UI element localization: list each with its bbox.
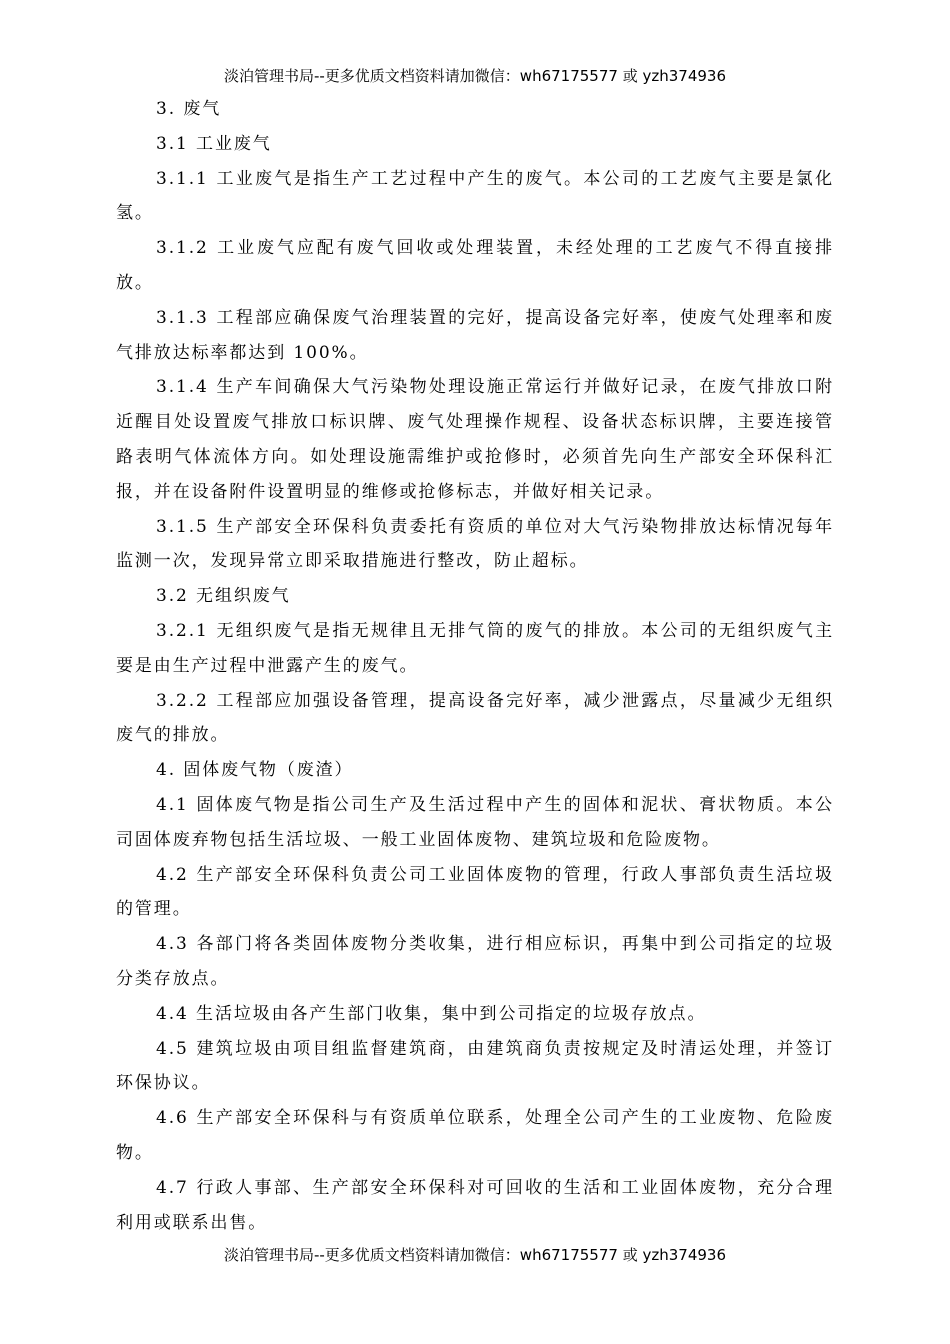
paragraph-3-1-4: 3.1.4 生产车间确保大气污染物处理设施正常运行并做好记录，在废气排放口附近醒目处设置废气排放口标识牌、废气处理操作规程、设备状态标识牌，主要连接管路表明气体流体方向。如处理设施需维护或抢修时，必须首先向生产部安全环保科汇报，并在设备附件设置明显的维修或抢修标志，并做好相关记录。 — [116, 377, 834, 502]
paragraph-4-4: 4.4 生活垃圾由各产生部门收集，集中到公司指定的垃圾存放点。 — [156, 1003, 707, 1024]
document-body — [116, 92, 834, 1240]
paragraph-3-2-1: 3.2.1 无组织废气是指无规律且无排气筒的废气的排放。本公司的无组织废气主要是由生产过程中泄露产生的废气。 — [116, 620, 834, 676]
page-header: 淡泊管理书局--更多优质文档资料请加微信：wh67175577 或 yzh374936 — [223, 67, 726, 85]
paragraph-3-1-2: 3.1.2 工业废气应配有废气回收或处理装置，未经处理的工艺废气不得直接排放。 — [116, 238, 834, 293]
paragraph-3-1-3: 3.1.3 工程部应确保废气治理装置的完好，提高设备完好率，使废气处理率和废气排放达标率都达到 100%。 — [116, 307, 834, 363]
paragraph-4-3: 4.3 各部门将各类固体废物分类收集，进行相应标识，再集中到公司指定的垃圾分类存放点。 — [116, 934, 834, 989]
section-heading-4: 4. 固体废气物（废渣） — [156, 760, 354, 781]
page-footer: 淡泊管理书局--更多优质文档资料请加微信：wh67175577 或 yzh374936 — [223, 1246, 726, 1264]
paragraph-3-2-2: 3.2.2 工程部应加强设备管理，提高设备完好率，减少泄露点，尽量减少无组织废气的排放。 — [116, 690, 834, 746]
paragraph-4-2: 4.2 生产部安全环保科负责公司工业固体废物的管理，行政人事部负责生活垃圾的管理。 — [116, 864, 834, 920]
paragraph-4-7: 4.7 行政人事部、生产部安全环保科对可回收的生活和工业固体废物，充分合理利用或联系出售。 — [116, 1177, 834, 1233]
paragraph-3-1-1: 3.1.1 工业废气是指生产工艺过程中产生的废气。本公司的工艺废气主要是氯化氢。 — [116, 168, 834, 224]
paragraph-4-6: 4.6 生产部安全环保科与有资质单位联系，处理全公司产生的工业废物、危险废物。 — [116, 1108, 834, 1163]
subsection-heading-3-2: 3.2 无组织废气 — [156, 586, 291, 607]
paragraph-3-1-5: 3.1.5 生产部安全环保科负责委托有资质的单位对大气污染物排放达标情况每年监测一次，发现异常立即采取措施进行整改，防止超标。 — [116, 516, 834, 572]
paragraph-4-1: 4.1 固体废气物是指公司生产及生活过程中产生的固体和泥状、膏状物质。本公司固体废弃物包括生活垃圾、一般工业固体废物、建筑垃圾和危险废物。 — [116, 794, 834, 850]
section-heading-3: 3. 废气 — [156, 99, 222, 119]
paragraph-4-5: 4.5 建筑垃圾由项目组监督建筑商，由建筑商负责按规定及时清运处理，并签订环保协议。 — [116, 1038, 834, 1094]
subsection-heading-3-1: 3.1 工业废气 — [156, 133, 272, 154]
